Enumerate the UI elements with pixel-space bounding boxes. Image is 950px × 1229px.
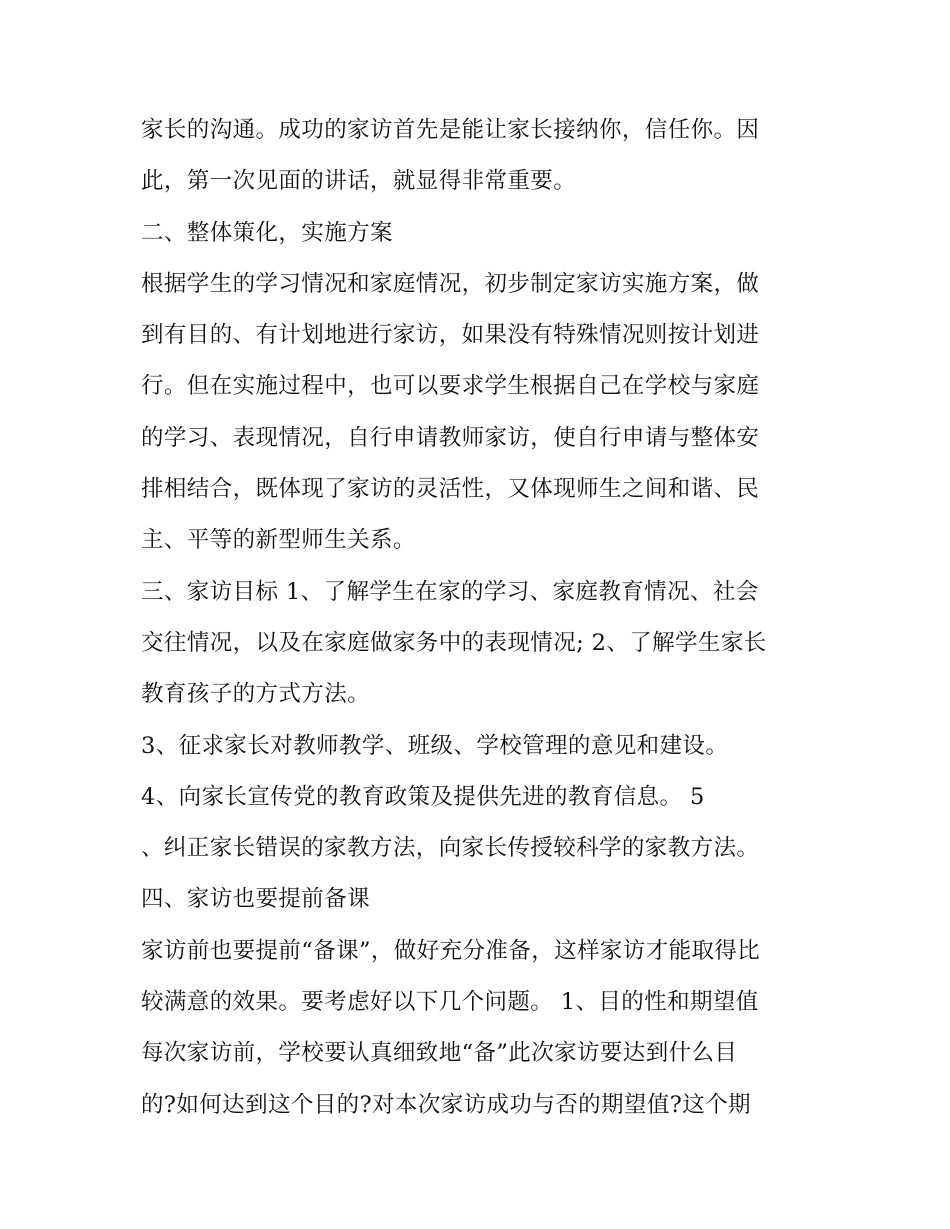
text-line: 家长的沟通。成功的家访首先是能让家长接纳你，信任你。因	[141, 117, 760, 143]
text-line: 主、平等的新型师生关系。	[141, 527, 416, 554]
text-line: 家访前也要提前“备课”，做好充分准备，这样家访才能取得比	[141, 937, 761, 964]
text-line: 交往情况，以及在家庭做家务中的表现情况; 2、了解学生家长	[141, 629, 767, 656]
section-heading: 三、家访目标 1、了解学生在家的学习、家庭教育情况、社会	[141, 578, 759, 605]
text-line: 教育孩子的方式方法。	[141, 681, 371, 708]
text-line: 排相结合，既体现了家访的灵活性，又体现师生之间和谐、民	[141, 476, 760, 503]
text-line: 到有目的、有计划地进行家访，如果没有特殊情况则按计划进	[141, 322, 760, 349]
text-line: 3、征求家长对教师教学、班级、学校管理的意见和建设。	[141, 732, 729, 759]
document-body	[141, 105, 821, 1131]
text-line: 行。但在实施过程中，也可以要求学生根据自己在学校与家庭	[141, 373, 760, 400]
text-line: 根据学生的学习情况和家庭情况，初步制定家访实施方案，做	[141, 270, 760, 297]
text-line: 4、向家长宣传党的教育政策及提供先进的教育信息。 5	[141, 783, 705, 810]
text-line: 每次家访前，学校要认真细致地“备”此次家访要达到什么目	[141, 1040, 738, 1067]
text-line: 、纠正家长错误的家教方法，向家长传授较科学的家教方法。	[141, 835, 760, 862]
text-line: 较满意的效果。要考虑好以下几个问题。 1、目的性和期望值	[141, 989, 759, 1016]
text-line: 的?如何达到这个目的?对本次家访成功与否的期望值?这个期	[141, 1091, 751, 1118]
text-line: 此，第一次见面的讲话，就显得非常重要。	[141, 168, 577, 195]
section-heading: 二、整体策化，实施方案	[141, 219, 393, 246]
text-line: 的学习、表现情况，自行申请教师家访，使自行申请与整体安	[141, 424, 760, 451]
section-heading: 四、家访也要提前备课	[141, 886, 371, 913]
